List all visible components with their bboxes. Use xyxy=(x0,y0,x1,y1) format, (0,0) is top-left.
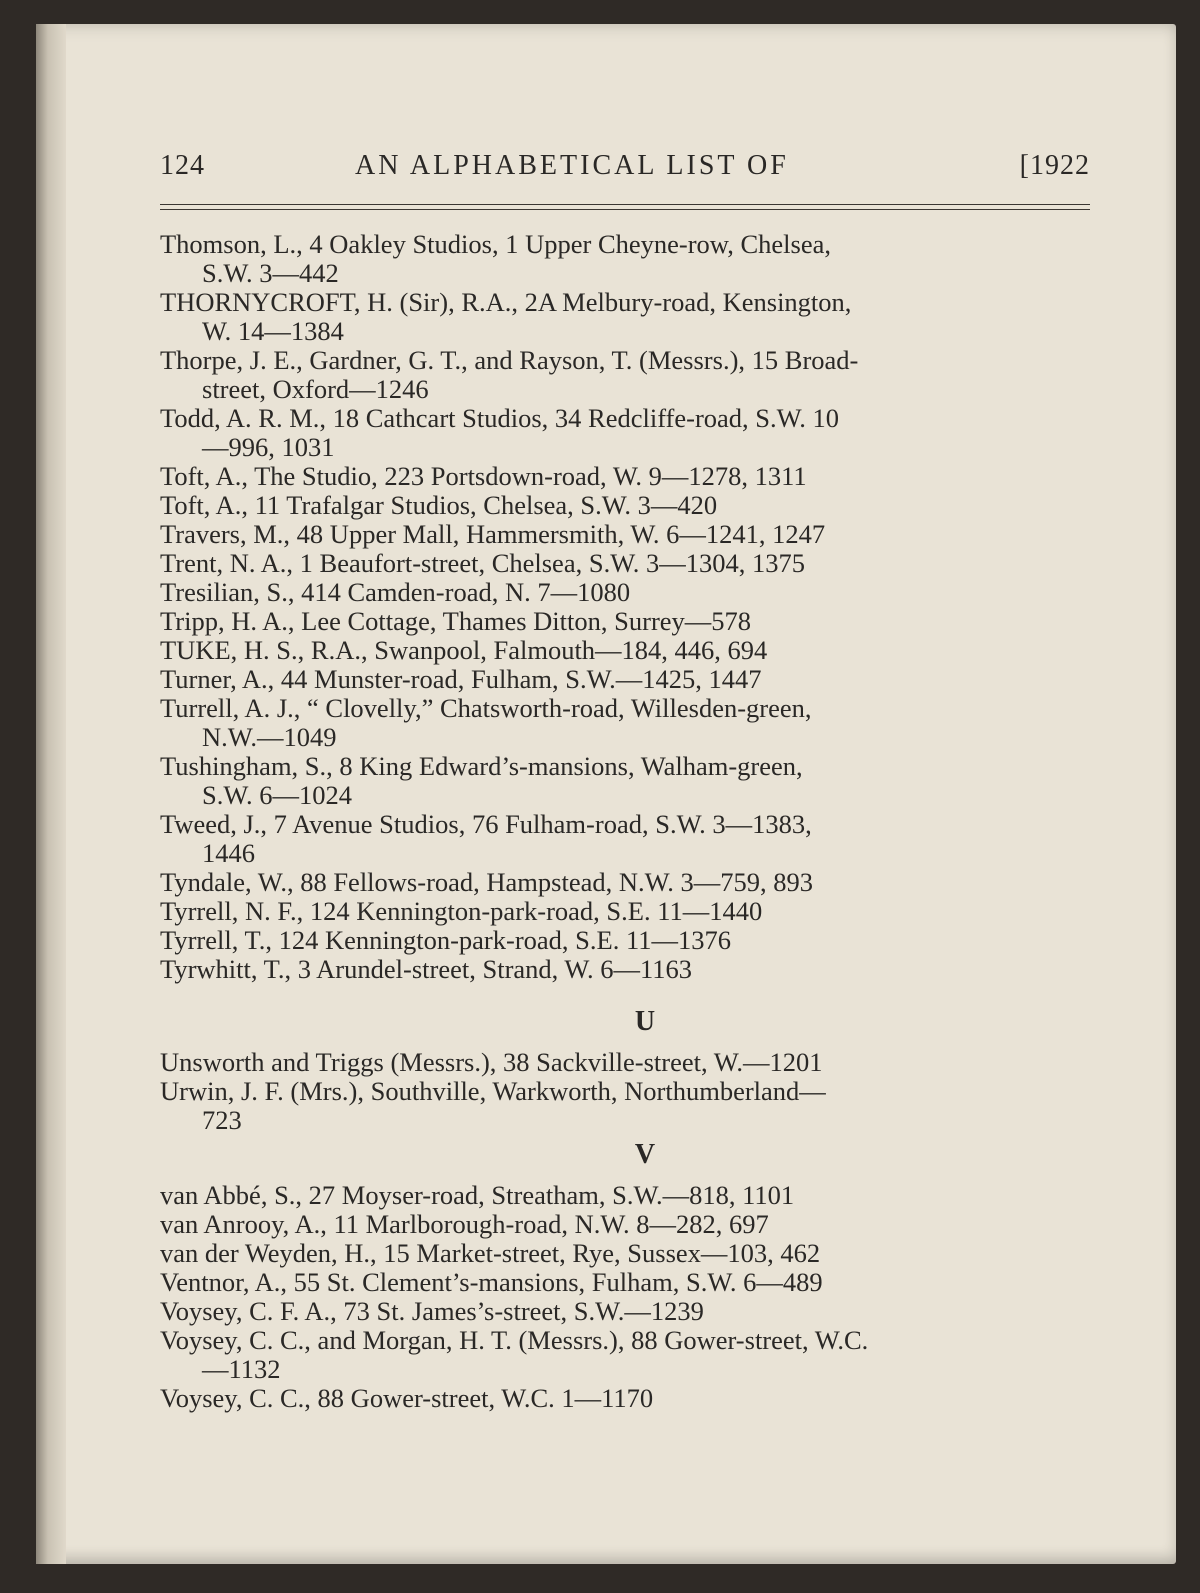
entry-continuation: S.W. 3—442 xyxy=(202,258,339,288)
page-gutter xyxy=(36,24,66,1564)
directory-entry xyxy=(160,520,1090,549)
directory-entry xyxy=(160,1384,1090,1413)
entry-line: Turner, A., 44 Munster-road, Fulham, S.W.—1425, 1447 xyxy=(160,664,762,694)
entry-line: Tresilian, S., 414 Camden-road, N. 7—1080 xyxy=(160,577,631,607)
entry-line: van Abbé, S., 27 Moyser-road, Streatham, S.W.—818, 1101 xyxy=(160,1180,795,1210)
directory-entry xyxy=(160,897,1090,926)
directory-entry xyxy=(160,1181,1090,1210)
directory-list xyxy=(160,230,1090,1413)
entry-continuation: street, Oxford—1246 xyxy=(202,374,429,404)
entry-line: Tushingham, S., 8 King Edward’s-mansions, Walham-green, xyxy=(160,751,803,781)
directory-entry xyxy=(160,578,1090,607)
entry-line: Tyrrell, T., 124 Kennington-park-road, S.E. 11—1376 xyxy=(160,925,731,955)
directory-entry xyxy=(160,1268,1090,1297)
entry-continuation: W. 14—1384 xyxy=(202,316,344,346)
directory-entry xyxy=(160,1326,1090,1384)
entry-line: Urwin, J. F. (Mrs.), Southville, Warkworth, Northumberland— xyxy=(160,1076,826,1106)
entry-line: Voysey, C. C., and Morgan, H. T. (Messrs.), 88 Gower-street, W.C. xyxy=(160,1325,869,1355)
entry-line: Travers, M., 48 Upper Mall, Hammersmith, W. 6—1241, 1247 xyxy=(160,519,826,549)
entry-line: Ventnor, A., 55 St. Clement’s-mansions, Fulham, S.W. 6—489 xyxy=(160,1267,823,1297)
entry-line: Thomson, L., 4 Oakley Studios, 1 Upper Cheyne-row, Chelsea, xyxy=(160,229,831,259)
entry-line: Voysey, C. C., 88 Gower-street, W.C. 1—1170 xyxy=(160,1383,654,1413)
directory-entry xyxy=(160,1048,1090,1077)
entry-line: Toft, A., 11 Trafalgar Studios, Chelsea, S.W. 3—420 xyxy=(160,490,718,520)
entry-line: Unsworth and Triggs (Messrs.), 38 Sackville-street, W.—1201 xyxy=(160,1047,823,1077)
page-number: 124 xyxy=(160,150,205,181)
section-heading-v: V xyxy=(634,1139,656,1170)
directory-entry xyxy=(160,665,1090,694)
directory-entry xyxy=(160,926,1090,955)
header-rule xyxy=(160,204,1090,210)
section-t-entries xyxy=(160,230,1090,984)
entry-line: Voysey, C. F. A., 73 St. James’s-street, S.W.—1239 xyxy=(160,1296,704,1326)
directory-entry xyxy=(160,462,1090,491)
entry-continuation: 723 xyxy=(202,1105,242,1135)
page-title: AN ALPHABETICAL LIST OF xyxy=(355,150,789,181)
directory-entry xyxy=(160,346,1090,404)
entry-continuation: 1446 xyxy=(202,838,255,868)
directory-entry xyxy=(160,752,1090,810)
entry-continuation: N.W.—1049 xyxy=(202,722,337,752)
running-header xyxy=(160,150,1090,194)
directory-entry xyxy=(160,1297,1090,1326)
entry-line: Thorpe, J. E., Gardner, G. T., and Rayson, T. (Messrs.), 15 Broad- xyxy=(160,345,859,375)
directory-entry xyxy=(160,694,1090,752)
entry-line: Toft, A., The Studio, 223 Portsdown-road, W. 9—1278, 1311 xyxy=(160,461,807,491)
section-v-entries xyxy=(160,1181,1090,1413)
section-gap xyxy=(160,984,1090,1006)
directory-entry xyxy=(160,1239,1090,1268)
directory-entry xyxy=(160,288,1090,346)
entry-line: Tyndale, W., 88 Fellows-road, Hampstead, N.W. 3—759, 893 xyxy=(160,867,813,897)
header-year: [1922 xyxy=(1019,150,1090,181)
section-u-entries xyxy=(160,1048,1090,1135)
entry-line: van Anrooy, A., 11 Marlborough-road, N.W. 8—282, 697 xyxy=(160,1209,769,1239)
entry-continuation: —996, 1031 xyxy=(202,432,335,462)
directory-entry xyxy=(160,607,1090,636)
directory-entry xyxy=(160,636,1090,665)
entry-line: Turrell, A. J., “ Clovelly,” Chatsworth-road, Willesden-green, xyxy=(160,693,812,723)
entry-line: Tripp, H. A., Lee Cottage, Thames Ditton, Surrey—578 xyxy=(160,606,752,636)
entry-line: Tyrwhitt, T., 3 Arundel-street, Strand, W. 6—1163 xyxy=(160,954,693,984)
entry-continuation: S.W. 6—1024 xyxy=(202,780,352,810)
directory-entry xyxy=(160,404,1090,462)
entry-line: Todd, A. R. M., 18 Cathcart Studios, 34 Redcliffe-road, S.W. 10 xyxy=(160,403,839,433)
directory-entry xyxy=(160,549,1090,578)
entry-line: van der Weyden, H., 15 Market-street, Rye, Sussex—103, 462 xyxy=(160,1238,821,1268)
entry-line: Trent, N. A., 1 Beaufort-street, Chelsea, S.W. 3—1304, 1375 xyxy=(160,548,806,578)
directory-entry xyxy=(160,810,1090,868)
entry-line: THORNYCROFT, H. (Sir), R.A., 2A Melbury-road, Kensington, xyxy=(160,287,852,317)
directory-entry xyxy=(160,1077,1090,1135)
directory-entry xyxy=(160,230,1090,288)
section-heading-u: U xyxy=(634,1006,656,1037)
entry-continuation: —1132 xyxy=(202,1354,281,1384)
entry-line: TUKE, H. S., R.A., Swanpool, Falmouth—184, 446, 694 xyxy=(160,635,768,665)
entry-line: Tweed, J., 7 Avenue Studios, 76 Fulham-road, S.W. 3—1383, xyxy=(160,809,812,839)
directory-entry xyxy=(160,491,1090,520)
directory-entry xyxy=(160,1210,1090,1239)
entry-line: Tyrrell, N. F., 124 Kennington-park-road, S.E. 11—1440 xyxy=(160,896,763,926)
directory-entry xyxy=(160,955,1090,984)
directory-entry xyxy=(160,868,1090,897)
